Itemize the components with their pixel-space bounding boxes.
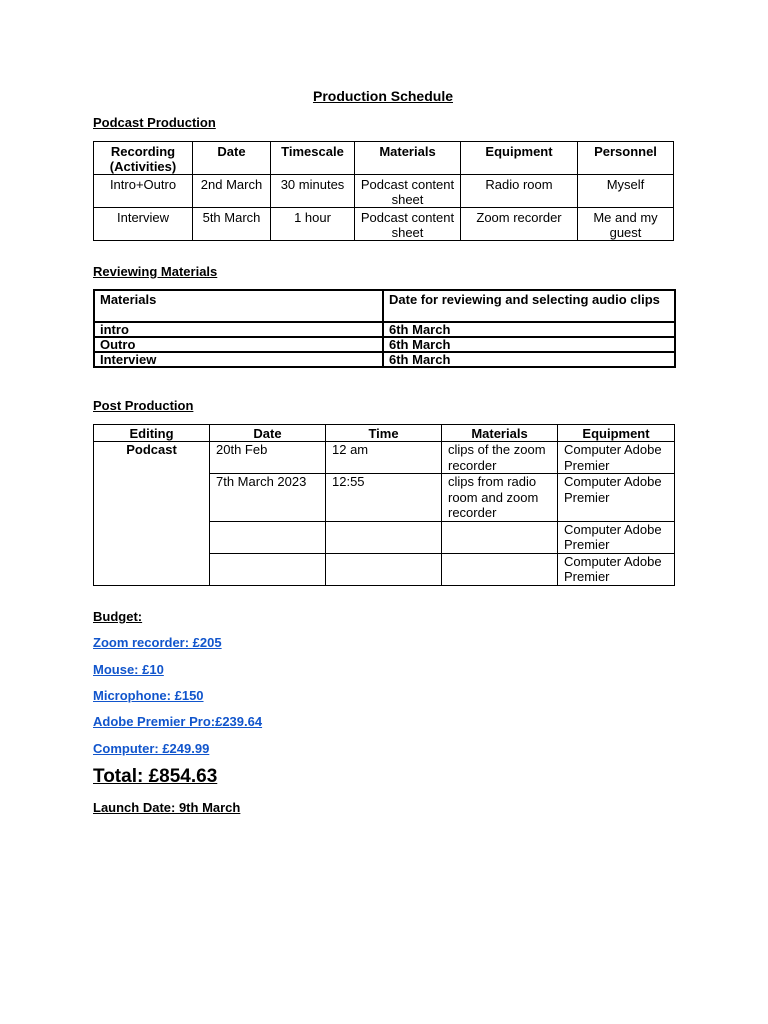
table-cell: 20th Feb: [210, 442, 326, 474]
document-title: Production Schedule: [312, 88, 453, 104]
table-cell: 2nd March: [193, 175, 271, 208]
header-cell: Recording (Activities): [94, 142, 193, 175]
reviewing-materials-table: [93, 289, 676, 368]
podcast-production-heading: Podcast Production: [93, 115, 216, 130]
post-production-table: [93, 424, 675, 586]
table-cell: 6th March: [383, 322, 675, 337]
table-row: [94, 352, 675, 367]
table-cell: Podcast content sheet: [355, 208, 461, 241]
table-cell: 6th March: [383, 352, 675, 367]
header-cell: Editing: [94, 425, 210, 442]
table-cell: Computer Adobe Premier: [558, 442, 675, 474]
podcast-production-table: [93, 141, 674, 241]
header-cell: Materials: [94, 290, 383, 322]
table-cell: 5th March: [193, 208, 271, 241]
header-cell: Equipment: [461, 142, 578, 175]
table-row: [94, 322, 675, 337]
header-cell: Date: [210, 425, 326, 442]
reviewing-materials-heading: Reviewing Materials: [93, 264, 218, 279]
table-cell: 6th March: [383, 337, 675, 352]
table-cell: Computer Adobe Premier: [558, 521, 675, 553]
post-production-heading: Post Production: [93, 398, 194, 413]
table-cell: 7th March 2023: [210, 474, 326, 522]
table-row: [94, 337, 675, 352]
table-cell: intro: [94, 322, 383, 337]
header-cell: Time: [326, 425, 442, 442]
budget-item-computer[interactable]: Computer: £249.99: [93, 741, 210, 756]
table-cell: [210, 521, 326, 553]
table-cell: [326, 553, 442, 585]
table-cell: Podcast content sheet: [355, 175, 461, 208]
table-header-row: [94, 425, 675, 442]
budget-heading: Budget:: [93, 609, 143, 624]
table-row: [94, 208, 674, 241]
table-cell: [442, 553, 558, 585]
header-cell: Materials: [442, 425, 558, 442]
header-cell: Personnel: [578, 142, 674, 175]
table-cell: Podcast: [94, 442, 210, 586]
table-cell: [326, 521, 442, 553]
table-cell: Radio room: [461, 175, 578, 208]
table-cell: 12:55: [326, 474, 442, 522]
table-cell: Intro+Outro: [94, 175, 193, 208]
table-row: [94, 442, 675, 474]
table-cell: Computer Adobe Premier: [558, 553, 675, 585]
table-cell: 30 minutes: [271, 175, 355, 208]
table-header-row: [94, 290, 675, 322]
budget-total: Total: £854.63: [93, 766, 218, 787]
table-cell: Computer Adobe Premier: [558, 474, 675, 522]
table-cell: 1 hour: [271, 208, 355, 241]
budget-item-adobe-premier-pro[interactable]: Adobe Premier Pro:£239.64: [93, 714, 263, 729]
launch-date: Launch Date: 9th March: [93, 800, 241, 815]
table-cell: clips of the zoom recorder: [442, 442, 558, 474]
table-cell: Interview: [94, 352, 383, 367]
table-cell: clips from radio room and zoom recorder: [442, 474, 558, 522]
budget-item-zoom-recorder[interactable]: Zoom recorder: £205: [93, 635, 222, 650]
table-cell: 12 am: [326, 442, 442, 474]
table-cell: Outro: [94, 337, 383, 352]
table-cell: [442, 521, 558, 553]
table-cell: Myself: [578, 175, 674, 208]
budget-item-mouse[interactable]: Mouse: £10: [93, 662, 164, 677]
header-cell: Materials: [355, 142, 461, 175]
header-cell: Date for reviewing and selecting audio clips: [383, 290, 675, 322]
table-row: [94, 175, 674, 208]
table-cell: Interview: [94, 208, 193, 241]
table-cell: Zoom recorder: [461, 208, 578, 241]
table-cell: Me and my guest: [578, 208, 674, 241]
table-header-row: [94, 142, 674, 175]
header-cell: Equipment: [558, 425, 675, 442]
budget-item-microphone[interactable]: Microphone: £150: [93, 688, 204, 703]
header-cell: Timescale: [271, 142, 355, 175]
table-cell: [210, 553, 326, 585]
header-cell: Date: [193, 142, 271, 175]
